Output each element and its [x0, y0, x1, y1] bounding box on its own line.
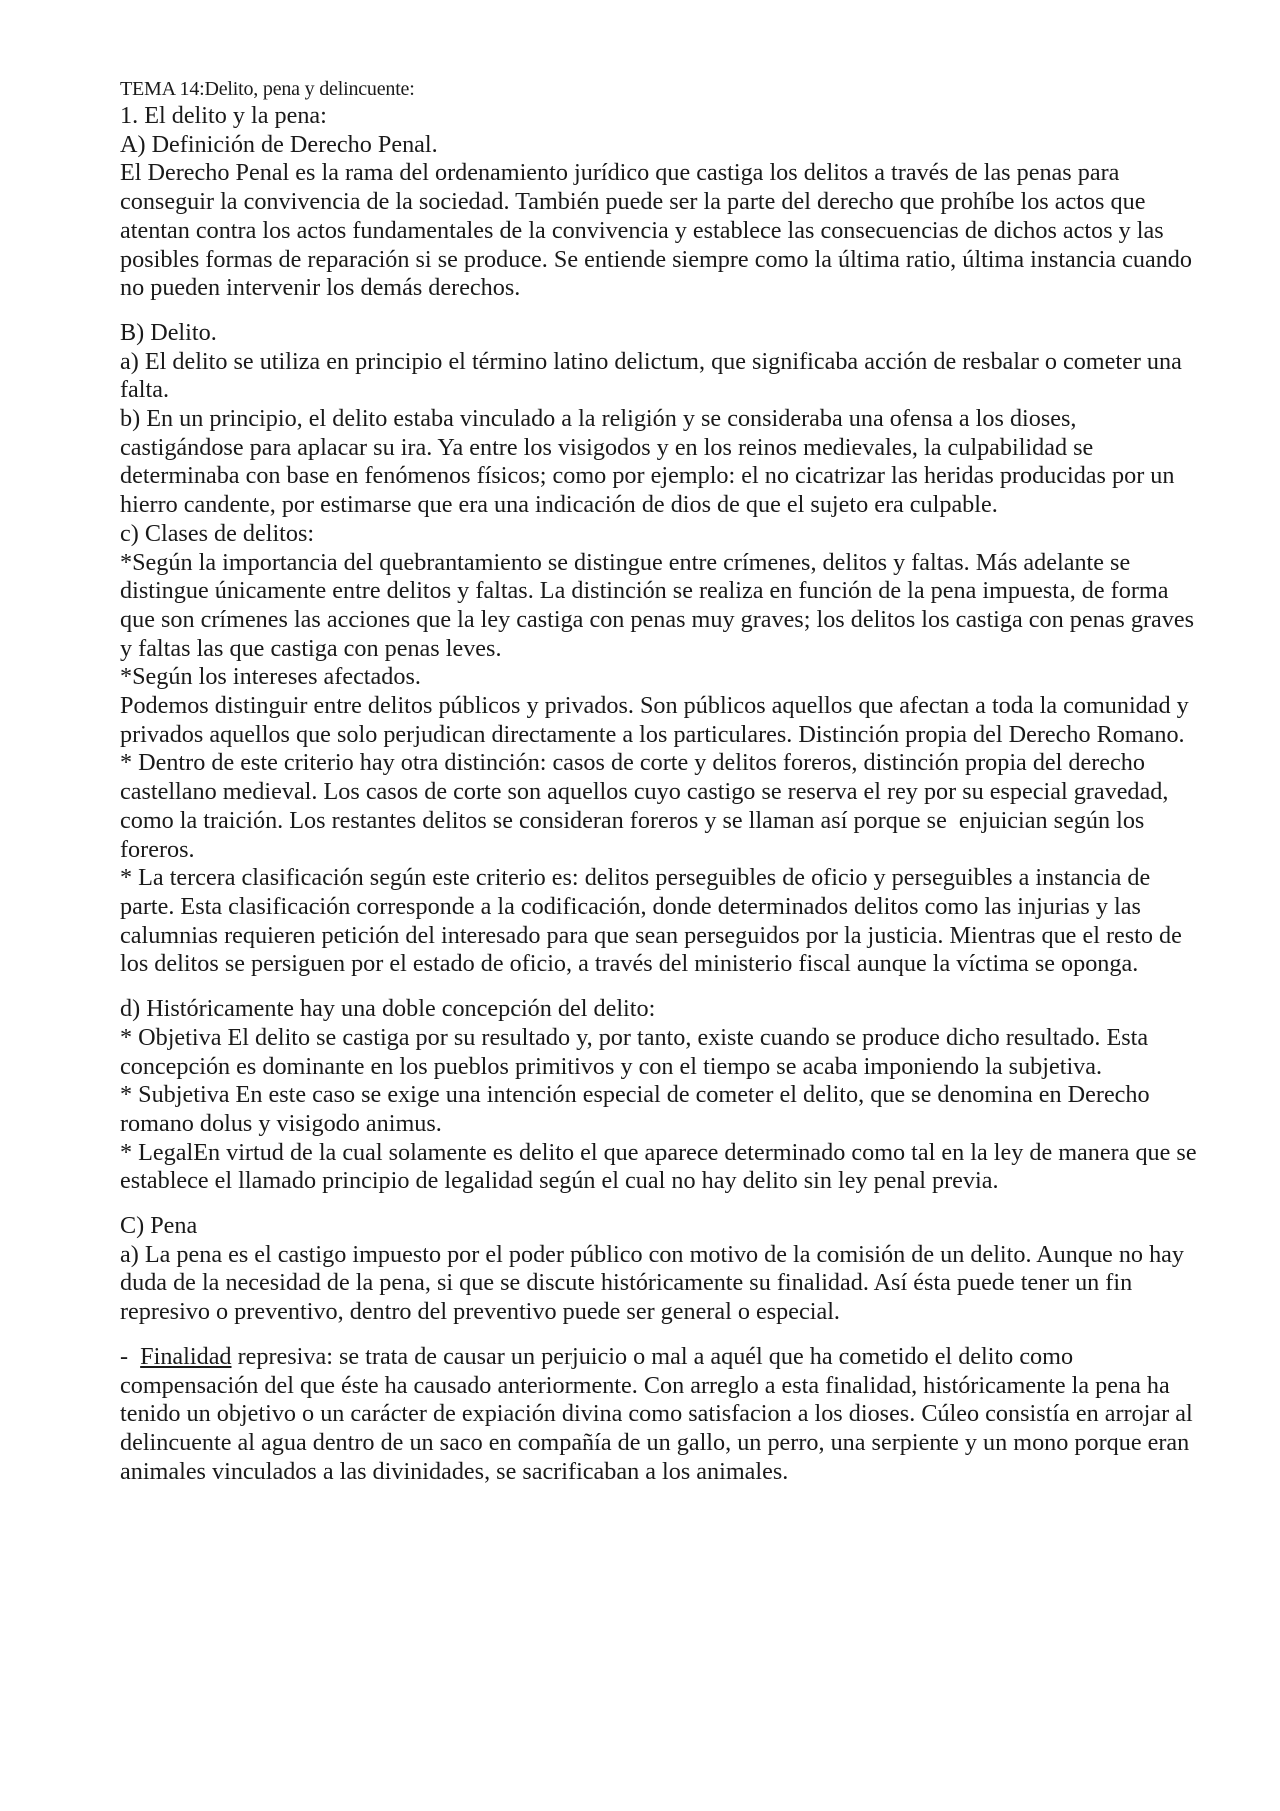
finalidad-text: represiva: se trata de causar un perjuicio o mal a aquél que ha cometido el delito como compensación del que éste ha causado anteriormente. Con arreglo a esta finalidad, históricamente la pena ha tenido un objetivo o un carácter de expiación divina como satisfacion a los dioses. Cúleo consistía en arrojar al delincuente al agua dentro de un saco en compañía de un gallo, un perro, una serpiente y un mono porque eran animales vinculados a las divinidades, se sacrificaban a los animales.	[120, 1342, 1199, 1485]
spacer	[120, 303, 1200, 319]
section-c-heading: C) Pena	[120, 1212, 198, 1240]
section-c-item-a: a) La pena es el castigo impuesto por el poder público con motivo de la comisión de un delito. Aunque no hay duda de la necesidad de la pena, si que se discute históricamente su finalidad. Así ésta puede tener un fin represivo o preventivo, dentro del preventivo puede ser general o especial.	[120, 1240, 1191, 1326]
concepcion-subjetiva: * Subjetiva En este caso se exige una intención especial de cometer el delito, que se denomina en Derecho romano dolus y visigodo animus.	[120, 1081, 1156, 1137]
section-b-item-b: b) En un principio, el delito estaba vinculado a la religión y se consideraba una ofensa a los dioses, castigándose para aplacar su ira. Ya entre los visigodos y en los reinos medievales, la culpabilidad se determinaba con base en fenómenos físicos; como por ejemplo: el no cicatrizar las heridas producidas por un hierro candente, por estimarse que era una indicación de dios de que el sujeto era culpable.	[120, 405, 1181, 519]
section-b-heading: B) Delito.	[120, 318, 217, 346]
classes-importance: *Según la importancia del quebrantamiento se distingue entre crímenes, delitos y faltas. Más adelante se distingue únicamente entre delitos y faltas. La distinción se realiza en función de la pena impuesta, de forma que son crímenes las acciones que la ley castiga con penas muy graves; los delitos los castiga con penas graves y faltas las que castiga con penas leves.	[120, 548, 1201, 662]
classes-interests-heading: *Según los intereses afectados.	[120, 663, 421, 691]
section-a-paragraph: El Derecho Penal es la rama del ordenamiento jurídico que castiga los delitos a través de las penas para conseguir la convivencia de la sociedad. También puede ser la parte del derecho que prohíbe los actos que atentan contra los actos fundamentales de la convivencia y establece las consecuencias de dichos actos y las posibles formas de reparación si se produce. Se entiende siempre como la última ratio, última instancia cuando no pueden intervenir los demás derechos.	[120, 159, 1199, 302]
section-b-item-c-heading: c) Clases de delitos:	[120, 519, 315, 547]
finalidad-represiva	[120, 1343, 1200, 1487]
classes-corte-foreros: * Dentro de este criterio hay otra distinción: casos de corte y delitos foreros, distinción propia del derecho castellano medieval. Los casos de corte son aquellos cuyo castigo se reserva el rey por su especial gravedad, como la traición. Los restantes delitos se consideran foreros y se llaman así porque se enjuician según los foreros.	[120, 749, 1175, 863]
section-b-item-d-heading: d) Históricamente hay una doble concepción del delito:	[120, 995, 656, 1023]
spacer	[120, 1196, 1200, 1212]
spacer	[120, 979, 1200, 995]
spacer	[120, 1327, 1200, 1343]
document-page	[120, 76, 1203, 1486]
section-1-heading: 1. El delito y la pena:	[120, 102, 327, 129]
document-title: TEMA 14:Delito, pena y delincuente:	[120, 78, 415, 100]
bullet-dash: -	[120, 1342, 141, 1370]
finalidad-underlined: Finalidad	[140, 1342, 232, 1370]
concepcion-legal: * LegalEn virtud de la cual solamente es delito el que aparece determinado como tal en la ley de manera que se establece el llamado principio de legalidad según el cual no hay delito sin ley penal previa.	[120, 1138, 1203, 1195]
classes-public-private: Podemos distinguir entre delitos públicos y privados. Son públicos aquellos que afectan a toda la comunidad y privados aquellos que solo perjudican directamente a los particulares. Distinción propia del Derecho Romano.	[120, 692, 1195, 748]
section-b-item-a: a) El delito se utiliza en principio el término latino delictum, que significaba acción de resbalar o cometer una falta.	[120, 347, 1188, 404]
section-a-heading: A) Definición de Derecho Penal.	[120, 130, 438, 158]
classes-oficio-parte: * La tercera clasificación según este criterio es: delitos perseguibles de oficio y perseguibles a instancia de parte. Esta clasificación corresponde a la codificación, donde determinados delitos como las injurias y las calumnias requieren petición del interesado para que sean perseguidos por la justicia. Mientras que el resto de los delitos se persiguen por el estado de oficio, a través del ministerio fiscal aunque la víctima se oponga.	[120, 864, 1188, 978]
concepcion-objetiva: * Objetiva El delito se castiga por su resultado y, por tanto, existe cuando se produce dicho resultado. Esta concepción es dominante en los pueblos primitivos y con el tiempo se acaba imponiendo la subjetiva.	[120, 1023, 1155, 1080]
